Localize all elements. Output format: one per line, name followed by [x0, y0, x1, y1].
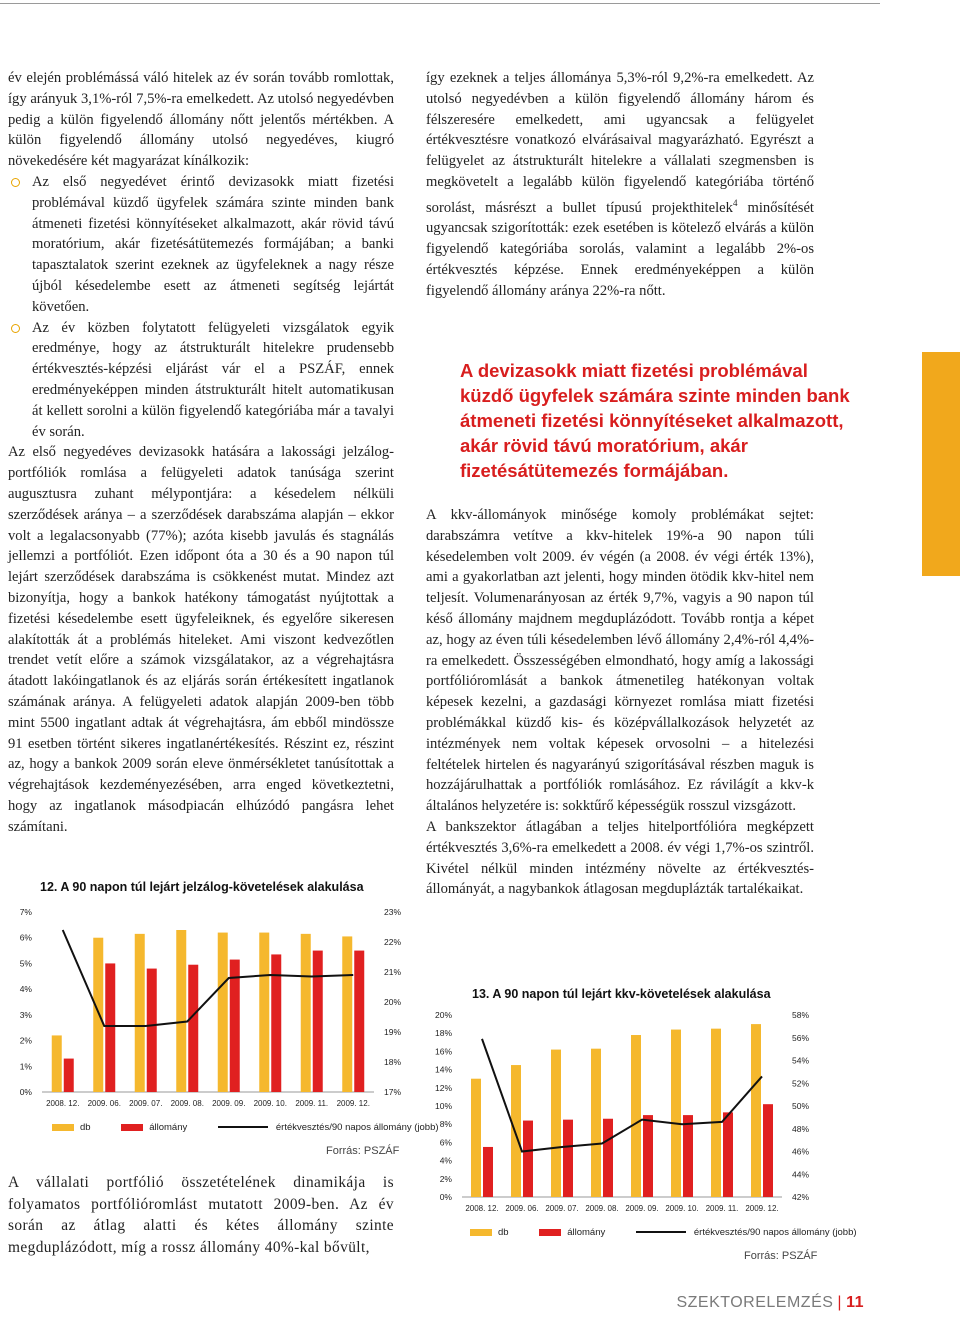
right-tick-label: 48% — [792, 1123, 810, 1134]
right-tick-label: 52% — [792, 1078, 810, 1089]
top-rule — [0, 3, 880, 4]
bar-allomany — [563, 1120, 573, 1197]
bar-db — [218, 933, 228, 1092]
bar-db — [511, 1065, 521, 1197]
right-paragraph-1-end: minősítését ugyancsak szigorították: ezek esetében is kötelező elvárás a külön figyelendő kategóriába sorolás, valamint a legalább 2%-os értékvesztés képzése. Ennek eredményeképpen a külön figyelendő állomány aránya 22%-ra nőtt. — [426, 199, 814, 299]
bar-db — [591, 1049, 601, 1197]
left-paragraph-3 — [8, 1172, 394, 1258]
list-item-text: Az első negyedévet érintő devizasokk miatt fizetési problémával küzdő ügyfelek számára szinte minden bank átmeneti fizetési könnyítéseket alkalmazott, akár rövid távú moratórium, akár fizetésátütemezés formájában; a banki tapasztalatok szerint ezeknek az ügyfeleknek a nagy része újból késedelembe esett az átmeneti segítség lejártát követően. — [32, 173, 394, 315]
list-item-text: Az év közben folytatott felügyeleti vizsgálatok egyik eredménye, hogy az átstrukturált hitelekre prudensebb értékvesztés-képzési eljárást vár el a PSZÁF, ennek eredményeképpen minden átstrukturált hitelt automatikusan át kellett sorolni a külön figyelendő kategóriába már a tavalyi év során. — [32, 319, 394, 440]
category-label: 2008. 12. — [465, 1204, 499, 1213]
right-tick-label: 18% — [384, 1057, 402, 1067]
list-item — [8, 172, 394, 318]
bullet-icon — [11, 324, 20, 333]
bar-db — [671, 1030, 681, 1197]
legend-label: értékvesztés/90 napos állomány (jobb) — [275, 1122, 439, 1133]
right-tick-label: 44% — [792, 1169, 810, 1180]
right-column — [426, 68, 814, 302]
legend-item-line — [218, 1122, 439, 1133]
bar-db — [135, 934, 145, 1092]
bar-db — [301, 934, 311, 1092]
legend-swatch — [470, 1229, 492, 1236]
left-tick-label: 16% — [434, 1046, 452, 1057]
bar-allomany — [643, 1115, 653, 1197]
bar-allomany — [64, 1059, 74, 1092]
left-tick-label: 0% — [439, 1192, 452, 1202]
bar-allomany — [313, 951, 323, 1092]
category-label: 2009. 11. — [705, 1204, 739, 1213]
category-label: 2009. 08. — [585, 1204, 619, 1213]
bar-allomany — [147, 969, 157, 1092]
chart-13 — [426, 982, 857, 1244]
left-tick-label: 1% — [19, 1061, 32, 1072]
left-column — [8, 68, 394, 837]
right-tick-label: 56% — [792, 1032, 810, 1043]
category-label: 2009. 06. — [505, 1204, 539, 1213]
legend-swatch — [52, 1124, 74, 1131]
legend-item-allomany — [121, 1122, 187, 1133]
bar-allomany — [230, 960, 240, 1092]
category-label: 2009. 10. — [253, 1099, 287, 1108]
left-tick-label: 8% — [439, 1119, 452, 1130]
pull-quote: A devizasokk miatt fizetési problémával küzdő ügyfelek számára szinte minden bank átmeneti fizetési könnyítéseket alkalmazott, akár rövid távú moratórium, akár fizetésátütemezés formájában. — [460, 360, 850, 481]
category-label: 2009. 11. — [295, 1099, 329, 1108]
right-tick-label: 19% — [384, 1027, 402, 1037]
category-label: 2009. 07. — [129, 1099, 163, 1108]
left-tick-label: 6% — [19, 932, 32, 943]
legend-item-allomany — [539, 1227, 605, 1238]
left-tick-label: 7% — [19, 907, 32, 917]
right-column-lower — [426, 505, 814, 900]
right-tick-label: 23% — [384, 907, 402, 917]
legend-item-db — [52, 1122, 91, 1133]
page-footer — [676, 1294, 864, 1312]
left-tick-label: 6% — [439, 1137, 452, 1148]
bar-allomany — [188, 965, 198, 1092]
left-tick-label: 0% — [19, 1087, 32, 1097]
chart-title: 13. A 90 napon túl lejárt kkv-követelések alakulása — [472, 987, 771, 1001]
legend-swatch — [121, 1124, 143, 1131]
footer-separator: | — [837, 1294, 843, 1311]
chart-13-plot — [426, 1002, 826, 1232]
right-paragraph-2: A kkv-állományok minősége komoly problémákat sejtet: darabszámra vetítve a kkv-hitelek 19%-a 90 napon túli késedelemben volt 2009. év végén (a 2008. év végi érték 13%), ami a gyakorlatban azt jelenti, hogy minden ötödik kkv-hitel nem teljesít. Volumenarányosan az érték 9,7%, vagyis a 90 napon túl késő állomány majdnem megduplázódott. Tovább rontja a képet az, hogy az éven túli késedelemben lévő állomány 2,4%-ról 4,4%-ra emelkedett. Összességében elmondható, hogy amíg a lakossági portfólióromlását a bankok átmenetileg hatékonyan voltak képesek kezelni, a gazdasági környezet romlása miatt fizetési problémákkal küzdő kis- és középvállalkozások helyzetét az intézmények nem voltak képesek orvosolni – a hitelezési feltételek hirtelen és nagyarányú szigorításával részben maguk is hozzájárulhattak a portfóliók romlásához. Ez rávilágít a kkv-k általános helyzetére is: sokktűrő képességük rosszul vizsgázott. — [426, 507, 814, 815]
category-label: 2009. 07. — [545, 1204, 579, 1213]
chart-12-source: Forrás: PSZÁF — [326, 1145, 400, 1157]
category-label: 2009. 12. — [336, 1099, 370, 1108]
left-tick-label: 4% — [439, 1155, 452, 1166]
right-tick-label: 17% — [384, 1087, 402, 1097]
category-label: 2008. 12. — [46, 1099, 80, 1108]
footnote-ref: 4 — [732, 197, 738, 208]
bar-allomany — [763, 1104, 773, 1197]
left-tick-label: 18% — [434, 1028, 452, 1039]
list-item — [8, 318, 394, 443]
bar-db — [93, 938, 103, 1092]
bar-db — [342, 936, 352, 1092]
chart-12 — [8, 872, 439, 1142]
section-name: SZEKTORELEMZÉS — [676, 1294, 834, 1311]
bar-db — [52, 1035, 62, 1092]
left-tick-label: 10% — [434, 1101, 452, 1111]
page-number: 11 — [846, 1294, 864, 1311]
legend-label: állomány — [149, 1122, 188, 1133]
legend-item-db — [470, 1227, 509, 1238]
legend-label: db — [498, 1227, 509, 1238]
bullet-icon — [11, 178, 20, 187]
chart-12-plot — [8, 892, 402, 1142]
bar-db — [751, 1024, 761, 1197]
left-tick-label: 4% — [19, 984, 32, 995]
right-paragraph-3: A bankszektor átlagában a teljes hitelportfólióra megképzett értékvesztés 3,6%-ra emelkedett a 2008. év végi 1,7%-os szintről. Kivétel nélkül minden intézmény növelte az értékvesztés-állományát, a nagybankok átlagosan megduplázták tartalékaikat. — [426, 818, 814, 898]
right-tick-label: 20% — [384, 997, 402, 1007]
left-tick-label: 3% — [19, 1009, 32, 1020]
explanation-list — [8, 172, 394, 442]
category-label: 2009. 12. — [745, 1204, 779, 1213]
left-tick-label: 5% — [19, 958, 32, 969]
bar-db — [551, 1050, 561, 1197]
right-tick-label: 58% — [792, 1010, 810, 1020]
bar-allomany — [683, 1115, 693, 1197]
legend-line — [636, 1231, 686, 1233]
left-tick-label: 12% — [434, 1082, 452, 1093]
bar-db — [471, 1079, 481, 1197]
chart-title: 12. A 90 napon túl lejárt jelzálog-követelések alakulása — [40, 880, 364, 894]
right-paragraph-1-text: így ezeknek a teljes állománya 5,3%-ról 9,2%-ra emelkedett. Az utolsó negyedévben a külön figyelendő állomány három és félszeresére emelkedett, ami ugyancsak a felügyelet értékvesztésre vonatkozó elvárásaival magyarázható. Egyrészt a felügyelet az átstrukturált hitelekre a vállalati szegmensben is megkövetelt a legalább külön figyelendő kategóriába történő sorolást, másrészt a bullet típusú projekthitelek — [426, 70, 814, 216]
category-label: 2009. 10. — [665, 1204, 699, 1213]
bar-allomany — [603, 1119, 613, 1197]
bar-db — [631, 1035, 641, 1197]
left-paragraph-3-text: A vállalati portfólió összetételének dinamikája is folyamatos portfólióromlást mutatott 2009-ben. Az év során az átlag alatti és kétes állomány szinte megduplázódott, míg a rossz állomány 40%-kal bővült, — [8, 1174, 394, 1256]
chart-legend — [52, 1122, 467, 1133]
legend-label: értékvesztés/90 napos állomány (jobb) — [693, 1227, 857, 1238]
bar-allomany — [105, 963, 115, 1092]
right-tick-label: 21% — [384, 967, 402, 977]
category-label: 2009. 09. — [625, 1204, 659, 1213]
legend-label: állomány — [567, 1227, 606, 1238]
right-tick-label: 42% — [792, 1192, 810, 1202]
category-label: 2009. 08. — [170, 1099, 204, 1108]
left-tick-label: 2% — [19, 1035, 32, 1046]
bar-db — [259, 933, 269, 1092]
accent-tab — [922, 352, 960, 576]
legend-line — [218, 1126, 268, 1128]
legend-swatch — [539, 1229, 561, 1236]
left-tick-label: 14% — [434, 1064, 452, 1075]
bar-allomany — [523, 1121, 533, 1197]
bar-db — [711, 1029, 721, 1197]
bar-db — [176, 930, 186, 1092]
category-label: 2009. 06. — [87, 1099, 121, 1108]
right-tick-label: 54% — [792, 1055, 810, 1066]
right-paragraph-1 — [426, 68, 814, 302]
legend-item-line — [636, 1227, 857, 1238]
right-tick-label: 50% — [792, 1101, 810, 1111]
category-label: 2009. 09. — [212, 1099, 246, 1108]
left-tick-label: 2% — [439, 1173, 452, 1184]
right-tick-label: 22% — [384, 937, 402, 947]
left-paragraph-1: év elején problémássá váló hitelek az év során tovább romlottak, így arányuk 3,1%-ról 7,5%-ra emelkedett. Az utolsó negyedévben pedig a külön figyelendő állomány nőtt jelentős mértékben. A külön figyelendő állomány utolsó negyedéves, kiugró növekedésére két magyarázat kínálkozik: — [8, 70, 394, 170]
chart-13-source: Forrás: PSZÁF — [744, 1250, 818, 1262]
bar-allomany — [723, 1112, 733, 1197]
left-tick-label: 20% — [434, 1010, 452, 1020]
left-paragraph-2: Az első negyedéves devizasokk hatására a lakossági jelzálog-portfóliók romlása a felügyeleti adatok tanúsága szerint augusztusra zuhant mélypontjára: a késedelem nélküli szerződések aránya – a szerződések darabszáma alapján – ekkor volt a legalacsonyabb (77%); azóta kisebb javulás és stagnálás jellemzi a portfóliót. Ezen időpont óta a 30 és a 90 napon túl lejárt szerződések darabszáma is csökkenést mutat. Mindez azt bizonyítja, hogy a bankok hatékony támogatást nyújtottak a fizetési késedelembe esett ügyfeleiknek, és egyelőre sikeresen alakították át a problémás hiteleket. Ami viszont kedvezőtlen trendet vetít előre a számok vizsgálatakor, az a végrehajtásra átadott lakóingatlanok és az eljárás során értékesített ingatlanok számának aránya. A felügyeleti adatok alapján 2009-ben több mint 5500 ingatlant adtak át végrehajtásra, ám ebből mindössze 91 esetben történt sikeres ingatlanértékesítés. Részint ez, részint az, hogy a bankok 2009 során eleve önmérsékletet tanúsítottak a végrehajtások kezdeményezésében, arra enged következtetni, hogy az ingatlanok másodpiacán elhúzódó pangásra lehet számítani. — [8, 444, 394, 835]
bar-allomany — [354, 951, 364, 1092]
right-tick-label: 46% — [792, 1146, 810, 1157]
chart-legend — [470, 1227, 885, 1238]
legend-label: db — [80, 1122, 91, 1133]
bar-allomany — [483, 1147, 493, 1197]
